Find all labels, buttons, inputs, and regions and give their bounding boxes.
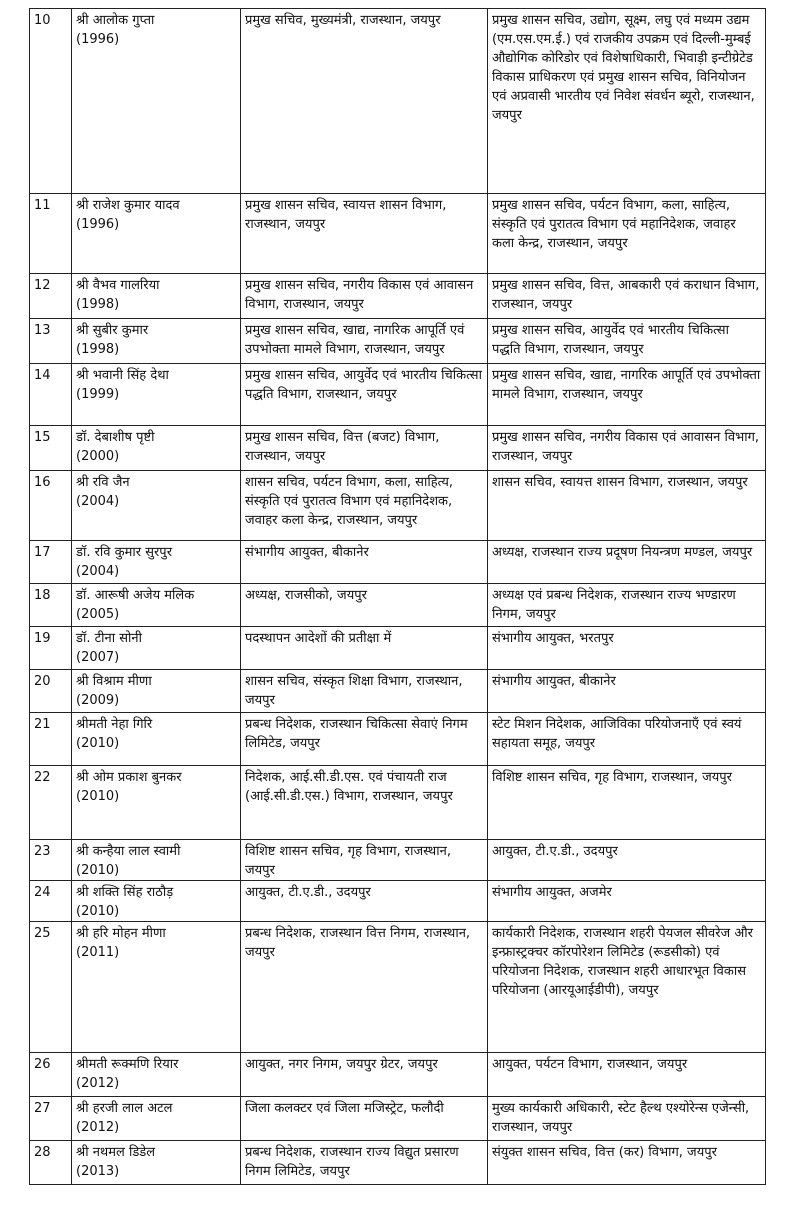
new-posting-cell: संभागीय आयुक्त, बीकानेर (488, 670, 766, 713)
current-posting-cell: प्रमुख शासन सचिव, खाद्य, नागरिक आपूर्ति एवं उपभोक्ता मामले विभाग, राजस्थान, जयपुर (241, 319, 488, 364)
batch-year: (2004) (76, 494, 120, 509)
new-posting-cell: प्रमुख शासन सचिव, पर्यटन विभाग, कला, साहित्य, संस्कृति एवं पुरातत्व विभाग एवं महानिदेशक, जवाहर कला केन्द्र, राजस्थान, जयपुर (488, 194, 766, 274)
officer-cell (72, 766, 241, 840)
officer-name: डॉ. देबाशीष पृष्टी (76, 430, 155, 445)
batch-year: (2010) (76, 736, 120, 751)
batch-year: (1998) (76, 342, 120, 357)
officer-cell (72, 426, 241, 471)
current-posting-cell: आयुक्त, नगर निगम, जयपुर ग्रेटर, जयपुर (241, 1053, 488, 1097)
officer-name: डॉ. रवि कुमार सुरपुर (76, 545, 173, 560)
officer-name: श्री आलोक गुप्ता (76, 13, 155, 28)
table-row (30, 881, 766, 922)
new-posting-cell: आयुक्त, पर्यटन विभाग, राजस्थान, जयपुर (488, 1053, 766, 1097)
current-posting-cell: जिला कलक्टर एवं जिला मजिस्ट्रेट, फलौदी (241, 1097, 488, 1141)
serial-number-cell: 14 (30, 364, 72, 426)
officer-cell (72, 364, 241, 426)
new-posting-cell: कार्यकारी निदेशक, राजस्थान शहरी पेयजल सीवरेज और इन्फ्रास्ट्रक्चर कॉरपोरेशन लिमिटेड (रूडसीको) एवं परियोजना निदेशक, राजस्थान शहरी आधारभूत विकास परियोजना (आरयूआईडीपी), जयपुर (488, 922, 766, 1053)
new-posting-cell: प्रमुख शासन सचिव, खाद्य, नागरिक आपूर्ति एवं उपभोक्ता मामले विभाग, राजस्थान, जयपुर (488, 364, 766, 426)
batch-year: (2009) (76, 693, 120, 708)
table-row (30, 584, 766, 627)
officer-name: श्री ओम प्रकाश बुनकर (76, 770, 182, 785)
new-posting-cell: प्रमुख शासन सचिव, आयुर्वेद एवं भारतीय चिकित्सा पद्धति विभाग, राजस्थान, जयपुर (488, 319, 766, 364)
officer-cell (72, 274, 241, 319)
new-posting-cell: अध्यक्ष, राजस्थान राज्य प्रदूषण नियन्त्रण मण्डल, जयपुर (488, 541, 766, 584)
batch-year: (1999) (76, 387, 120, 402)
serial-number-cell: 26 (30, 1053, 72, 1097)
new-posting-cell: प्रमुख शासन सचिव, नगरीय विकास एवं आवासन विभाग, राजस्थान, जयपुर (488, 426, 766, 471)
table-row (30, 194, 766, 274)
current-posting-cell: प्रबन्ध निदेशक, राजस्थान राज्य विद्युत प्रसारण निगम लिमिटेड, जयपुर (241, 1141, 488, 1185)
serial-number-cell: 11 (30, 194, 72, 274)
serial-number-cell: 10 (30, 9, 72, 194)
batch-year: (2010) (76, 863, 120, 878)
table-row (30, 1053, 766, 1097)
current-posting-cell: प्रबन्ध निदेशक, राजस्थान वित्त निगम, राजस्थान, जयपुर (241, 922, 488, 1053)
current-posting-cell: पदस्थापन आदेशों की प्रतीक्षा में (241, 627, 488, 670)
serial-number-cell: 13 (30, 319, 72, 364)
current-posting-cell: विशिष्ट शासन सचिव, गृह विभाग, राजस्थान, जयपुर (241, 840, 488, 881)
batch-year: (2011) (76, 945, 120, 960)
serial-number-cell: 17 (30, 541, 72, 584)
current-posting-cell: प्रमुख शासन सचिव, नगरीय विकास एवं आवासन विभाग, राजस्थान, जयपुर (241, 274, 488, 319)
table-row (30, 1097, 766, 1141)
officer-cell (72, 840, 241, 881)
serial-number-cell: 22 (30, 766, 72, 840)
new-posting-cell: मुख्य कार्यकारी अधिकारी, स्टेट हैल्थ एश्योरेन्स एजेन्सी, राजस्थान, जयपुर (488, 1097, 766, 1141)
serial-number-cell: 25 (30, 922, 72, 1053)
transfer-table-body (30, 9, 766, 1185)
table-row (30, 319, 766, 364)
table-row (30, 922, 766, 1053)
serial-number-cell: 16 (30, 471, 72, 541)
officer-cell (72, 881, 241, 922)
batch-year: (1996) (76, 32, 120, 47)
table-row (30, 471, 766, 541)
table-row (30, 713, 766, 766)
table-row (30, 670, 766, 713)
table-row (30, 840, 766, 881)
officer-cell (72, 9, 241, 194)
current-posting-cell: प्रमुख शासन सचिव, स्वायत्त शासन विभाग, राजस्थान, जयपुर (241, 194, 488, 274)
serial-number-cell: 12 (30, 274, 72, 319)
current-posting-cell: प्रबन्ध निदेशक, राजस्थान चिकित्सा सेवाएं निगम लिमिटेड, जयपुर (241, 713, 488, 766)
new-posting-cell: विशिष्ट शासन सचिव, गृह विभाग, राजस्थान, जयपुर (488, 766, 766, 840)
officer-name: श्री भवानी सिंह देथा (76, 368, 169, 383)
officer-cell (72, 1141, 241, 1185)
officer-cell (72, 1097, 241, 1141)
serial-number-cell: 20 (30, 670, 72, 713)
officer-cell (72, 670, 241, 713)
current-posting-cell: निदेशक, आई.सी.डी.एस. एवं पंचायती राज (आई.सी.डी.एस.) विभाग, राजस्थान, जयपुर (241, 766, 488, 840)
current-posting-cell: प्रमुख शासन सचिव, वित्त (बजट) विभाग, राजस्थान, जयपुर (241, 426, 488, 471)
batch-year: (2012) (76, 1120, 120, 1135)
officer-name: श्री राजेश कुमार यादव (76, 198, 180, 213)
officer-name: श्री नथमल डिडेल (76, 1145, 156, 1160)
new-posting-cell: प्रमुख शासन सचिव, वित्त, आबकारी एवं कराधान विभाग, राजस्थान, जयपुर (488, 274, 766, 319)
batch-year: (2012) (76, 1076, 120, 1091)
new-posting-cell: संभागीय आयुक्त, अजमेर (488, 881, 766, 922)
officer-name: श्री सुबीर कुमार (76, 323, 149, 338)
officer-name: श्री वैभव गालरिया (76, 278, 160, 293)
serial-number-cell: 27 (30, 1097, 72, 1141)
serial-number-cell: 23 (30, 840, 72, 881)
table-row (30, 627, 766, 670)
current-posting-cell: प्रमुख शासन सचिव, आयुर्वेद एवं भारतीय चिकित्सा पद्धति विभाग, राजस्थान, जयपुर (241, 364, 488, 426)
officer-cell (72, 627, 241, 670)
officer-cell (72, 194, 241, 274)
officer-cell (72, 1053, 241, 1097)
officer-name: श्रीमती नेहा गिरि (76, 717, 153, 732)
batch-year: (2010) (76, 789, 120, 804)
table-row (30, 426, 766, 471)
new-posting-cell: प्रमुख शासन सचिव, उद्योग, सूक्ष्म, लघु एवं मध्यम उद्यम (एम.एस.एम.ई.) एवं राजकीय उपक्रम एवं दिल्ली-मुम्बई औद्योगिक कोरिडोर एवं विशेषाधिकारी, भिवाड़ी इन्टीग्रेटेड विकास प्राधिकरण एवं प्रमुख शासन सचिव, विनियोजन एवं अप्रवासी भारतीय एवं निवेश संवर्धन ब्यूरो, राजस्थान, जयपुर (488, 9, 766, 194)
serial-number-cell: 18 (30, 584, 72, 627)
table-row (30, 274, 766, 319)
officer-cell (72, 471, 241, 541)
serial-number-cell: 15 (30, 426, 72, 471)
current-posting-cell: शासन सचिव, संस्कृत शिक्षा विभाग, राजस्थान, जयपुर (241, 670, 488, 713)
serial-number-cell: 19 (30, 627, 72, 670)
table-row (30, 364, 766, 426)
batch-year: (2007) (76, 650, 120, 665)
officer-cell (72, 319, 241, 364)
table-row (30, 1141, 766, 1185)
current-posting-cell: प्रमुख सचिव, मुख्यमंत्री, राजस्थान, जयपुर (241, 9, 488, 194)
officer-name: श्री रवि जैन (76, 475, 130, 490)
officer-cell (72, 922, 241, 1053)
officer-cell (72, 713, 241, 766)
officer-name: श्रीमती रूक्मणि रियार (76, 1057, 179, 1072)
current-posting-cell: संभागीय आयुक्त, बीकानेर (241, 541, 488, 584)
officer-cell (72, 584, 241, 627)
officer-name: श्री हरजी लाल अटल (76, 1101, 173, 1116)
new-posting-cell: संभागीय आयुक्त, भरतपुर (488, 627, 766, 670)
table-row (30, 541, 766, 584)
officer-name: श्री विश्राम मीणा (76, 674, 152, 689)
officer-name: श्री कन्हैया लाल स्वामी (76, 844, 181, 859)
batch-year: (2010) (76, 904, 120, 919)
serial-number-cell: 28 (30, 1141, 72, 1185)
batch-year: (1998) (76, 297, 120, 312)
current-posting-cell: अध्यक्ष, राजसीको, जयपुर (241, 584, 488, 627)
officer-name: श्री हरि मोहन मीणा (76, 926, 166, 941)
new-posting-cell: शासन सचिव, स्वायत्त शासन विभाग, राजस्थान, जयपुर (488, 471, 766, 541)
table-row (30, 9, 766, 194)
batch-year: (2000) (76, 449, 120, 464)
serial-number-cell: 24 (30, 881, 72, 922)
transfer-table (29, 8, 766, 1185)
current-posting-cell: आयुक्त, टी.ए.डी., उदयपुर (241, 881, 488, 922)
table-row (30, 766, 766, 840)
serial-number-cell: 21 (30, 713, 72, 766)
officer-cell (72, 541, 241, 584)
current-posting-cell: शासन सचिव, पर्यटन विभाग, कला, साहित्य, संस्कृति एवं पुरातत्व विभाग एवं महानिदेशक, जवाहर कला केन्द्र, राजस्थान, जयपुर (241, 471, 488, 541)
officer-name: डॉ. टीना सोनी (76, 631, 142, 646)
new-posting-cell: अध्यक्ष एवं प्रबन्ध निदेशक, राजस्थान राज्य भण्डारण निगम, जयपुर (488, 584, 766, 627)
officer-name: डॉ. आरूषी अजेय मलिक (76, 588, 195, 603)
batch-year: (2004) (76, 564, 120, 579)
batch-year: (1996) (76, 217, 120, 232)
officer-name: श्री शक्ति सिंह राठौड़ (76, 885, 174, 900)
batch-year: (2005) (76, 607, 120, 622)
new-posting-cell: स्टेट मिशन निदेशक, आजिविका परियोजनाएँ एवं स्वयं सहायता समूह, जयपुर (488, 713, 766, 766)
new-posting-cell: संयुक्त शासन सचिव, वित्त (कर) विभाग, जयपुर (488, 1141, 766, 1185)
batch-year: (2013) (76, 1164, 120, 1179)
new-posting-cell: आयुक्त, टी.ए.डी., उदयपुर (488, 840, 766, 881)
